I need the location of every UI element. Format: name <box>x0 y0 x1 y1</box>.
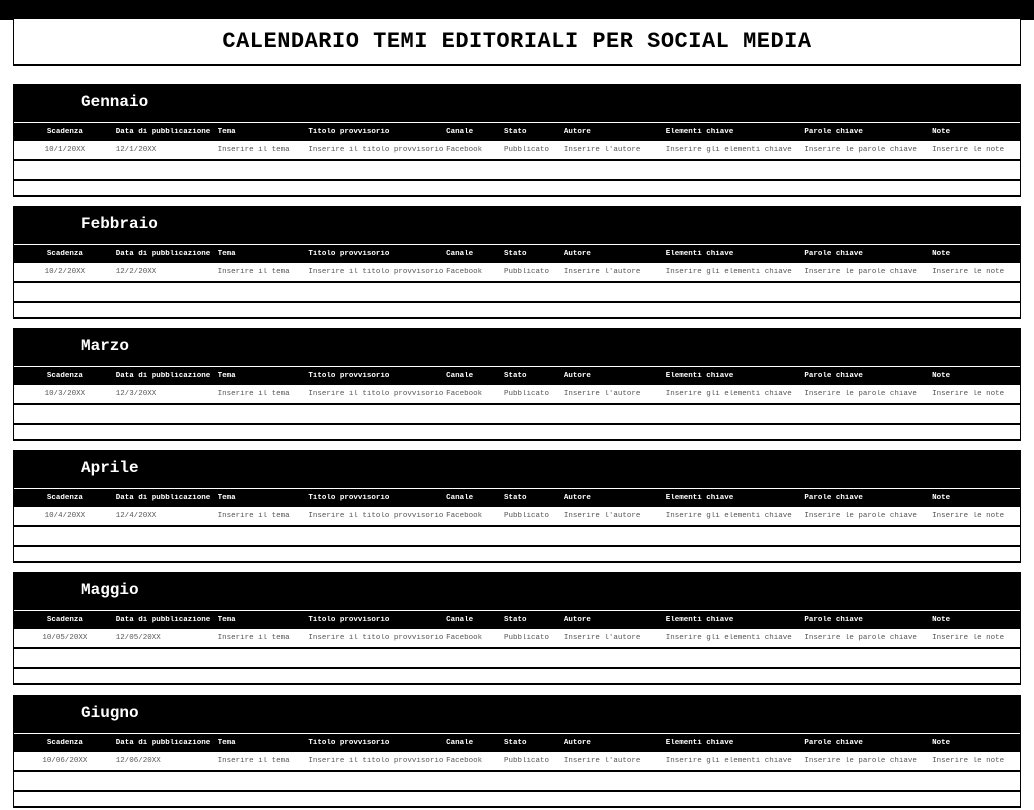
column-header-row <box>14 488 1020 507</box>
column-header[interactable]: Stato <box>504 494 527 502</box>
column-header[interactable]: Note <box>932 128 951 136</box>
column-header[interactable]: Tema <box>217 128 236 136</box>
column-header[interactable]: Data di pubblicazione <box>115 372 211 380</box>
table-cell[interactable]: Inserire gli elementi chiave <box>665 390 792 398</box>
table-cell[interactable]: Inserire le parole chiave <box>804 146 917 154</box>
column-header[interactable]: Data di pubblicazione <box>115 250 211 258</box>
table-cell[interactable]: Inserire l'autore <box>563 390 641 398</box>
table-row[interactable] <box>14 752 1020 772</box>
table-cell[interactable]: Inserire il titolo provvisorio <box>308 390 444 398</box>
month-header <box>14 207 1020 244</box>
table-cell[interactable]: 10/2/20XX <box>44 268 86 276</box>
table-cell[interactable]: Pubblicato <box>504 268 550 276</box>
table-cell[interactable]: 12/06/20XX <box>115 757 161 765</box>
column-header[interactable]: Canale <box>446 250 474 258</box>
column-header-row <box>14 610 1020 629</box>
column-header[interactable]: Data di pubblicazione <box>115 739 211 747</box>
month-section-1 <box>13 206 1021 319</box>
table-cell[interactable]: Inserire l'autore <box>563 268 641 276</box>
table-cell[interactable]: Inserire il tema <box>217 268 290 276</box>
column-header[interactable]: Note <box>932 739 951 747</box>
table-cell[interactable]: Pubblicato <box>504 757 550 765</box>
table-cell[interactable]: Inserire il tema <box>217 146 290 154</box>
column-header[interactable]: Titolo provvisorio <box>308 128 390 136</box>
table-row[interactable] <box>14 669 1020 687</box>
month-header <box>14 85 1020 122</box>
table-cell[interactable]: 12/3/20XX <box>115 390 157 398</box>
column-header[interactable]: Tema <box>217 739 236 747</box>
table-row[interactable] <box>14 425 1020 443</box>
table-cell[interactable]: Inserire il tema <box>217 512 290 520</box>
table-cell[interactable]: Inserire le note <box>932 390 1005 398</box>
column-header[interactable]: Elementi chiave <box>665 128 734 136</box>
table-row[interactable] <box>14 181 1020 199</box>
table-cell[interactable]: Pubblicato <box>504 390 550 398</box>
month-header <box>14 696 1020 733</box>
column-header[interactable]: Canale <box>446 128 474 136</box>
table-cell[interactable]: Inserire le parole chiave <box>804 390 917 398</box>
table-cell[interactable]: Facebook <box>446 512 483 520</box>
column-header[interactable]: Data di pubblicazione <box>115 616 211 624</box>
table-cell[interactable]: 12/2/20XX <box>115 268 157 276</box>
month-name[interactable]: Gennaio <box>81 93 149 111</box>
table-cell[interactable]: Inserire gli elementi chiave <box>665 146 792 154</box>
table-cell[interactable]: 12/05/20XX <box>115 634 161 642</box>
column-header-row <box>14 366 1020 385</box>
table-cell[interactable]: 10/4/20XX <box>44 512 86 520</box>
table-cell[interactable]: Inserire gli elementi chiave <box>665 757 792 765</box>
table-cell[interactable]: Inserire le note <box>932 634 1005 642</box>
table-cell[interactable]: Inserire il tema <box>217 390 290 398</box>
table-cell[interactable]: Inserire le parole chiave <box>804 268 917 276</box>
column-header[interactable]: Scadenza <box>46 739 83 747</box>
month-section-2 <box>13 328 1021 441</box>
column-header[interactable]: Data di pubblicazione <box>115 494 211 502</box>
page-title[interactable]: CALENDARIO TEMI EDITORIALI PER SOCIAL MEDIA <box>222 29 812 54</box>
column-header[interactable]: Parole chiave <box>804 494 863 502</box>
table-cell[interactable]: Inserire il titolo provvisorio <box>308 268 444 276</box>
month-name[interactable]: Aprile <box>81 459 139 477</box>
month-name[interactable]: Giugno <box>81 704 139 722</box>
column-header[interactable]: Autore <box>563 128 591 136</box>
table-cell[interactable]: Pubblicato <box>504 634 550 642</box>
table-cell[interactable]: 12/4/20XX <box>115 512 157 520</box>
column-header[interactable]: Stato <box>504 372 527 380</box>
month-header <box>14 451 1020 488</box>
table-cell[interactable]: Inserire le note <box>932 268 1005 276</box>
table-cell[interactable]: Pubblicato <box>504 146 550 154</box>
table-cell[interactable]: Inserire gli elementi chiave <box>665 268 792 276</box>
column-header[interactable]: Scadenza <box>46 250 83 258</box>
table-row[interactable] <box>14 263 1020 283</box>
table-cell[interactable]: Inserire l'autore <box>563 757 641 765</box>
table-cell[interactable]: Facebook <box>446 146 483 154</box>
table-cell[interactable]: Inserire le note <box>932 146 1005 154</box>
column-header[interactable]: Autore <box>563 739 591 747</box>
table-row[interactable] <box>14 772 1020 792</box>
column-header[interactable]: Autore <box>563 616 591 624</box>
column-header[interactable]: Note <box>932 494 951 502</box>
table-cell[interactable]: Inserire l'autore <box>563 512 641 520</box>
table-cell[interactable]: Inserire le note <box>932 757 1005 765</box>
column-header[interactable]: Elementi chiave <box>665 250 734 258</box>
table-cell[interactable]: Inserire il titolo provvisorio <box>308 634 444 642</box>
table-cell[interactable]: Facebook <box>446 757 483 765</box>
column-header[interactable]: Stato <box>504 739 527 747</box>
table-cell[interactable]: Inserire il titolo provvisorio <box>308 512 444 520</box>
column-header[interactable]: Note <box>932 616 951 624</box>
column-header[interactable]: Autore <box>563 372 591 380</box>
column-header[interactable]: Canale <box>446 739 474 747</box>
table-cell[interactable]: Facebook <box>446 268 483 276</box>
table-cell[interactable]: Inserire le note <box>932 512 1005 520</box>
top-bar <box>0 0 1034 20</box>
table-row[interactable] <box>14 405 1020 425</box>
column-header[interactable]: Scadenza <box>46 616 83 624</box>
table-cell[interactable]: 10/1/20XX <box>44 146 86 154</box>
column-header[interactable]: Parole chiave <box>804 128 863 136</box>
column-header-row <box>14 122 1020 141</box>
column-header[interactable]: Tema <box>217 616 236 624</box>
table-row[interactable] <box>14 629 1020 649</box>
month-name[interactable]: Maggio <box>81 581 139 599</box>
column-header[interactable]: Note <box>932 250 951 258</box>
table-cell[interactable]: Facebook <box>446 390 483 398</box>
column-header[interactable]: Parole chiave <box>804 739 863 747</box>
column-header[interactable]: Canale <box>446 494 474 502</box>
column-header[interactable]: Stato <box>504 128 527 136</box>
table-cell[interactable]: Inserire l'autore <box>563 634 641 642</box>
table-row[interactable] <box>14 527 1020 547</box>
table-row[interactable] <box>14 385 1020 405</box>
column-header[interactable]: Titolo provvisorio <box>308 739 390 747</box>
table-cell[interactable]: Facebook <box>446 634 483 642</box>
column-header[interactable]: Tema <box>217 372 236 380</box>
table-cell[interactable]: Inserire il titolo provvisorio <box>308 757 444 765</box>
month-section-4 <box>13 572 1021 685</box>
table-cell[interactable]: Pubblicato <box>504 512 550 520</box>
table-cell[interactable]: 10/3/20XX <box>44 390 86 398</box>
title-box <box>13 19 1021 65</box>
column-header[interactable]: Elementi chiave <box>665 372 734 380</box>
column-header[interactable]: Titolo provvisorio <box>308 616 390 624</box>
table-cell[interactable]: 12/1/20XX <box>115 146 157 154</box>
table-cell[interactable]: Inserire l'autore <box>563 146 641 154</box>
column-header[interactable]: Elementi chiave <box>665 739 734 747</box>
table-cell[interactable]: Inserire il titolo provvisorio <box>308 146 444 154</box>
column-header[interactable]: Parole chiave <box>804 616 863 624</box>
table-cell[interactable]: 10/05/20XX <box>42 634 88 642</box>
table-cell[interactable]: Inserire gli elementi chiave <box>665 512 792 520</box>
table-cell[interactable]: 10/06/20XX <box>42 757 88 765</box>
column-header[interactable]: Elementi chiave <box>665 616 734 624</box>
column-header-row <box>14 733 1020 752</box>
table-cell[interactable]: Inserire le parole chiave <box>804 512 917 520</box>
column-header[interactable]: Elementi chiave <box>665 494 734 502</box>
table-cell[interactable]: Inserire gli elementi chiave <box>665 634 792 642</box>
month-header <box>14 573 1020 610</box>
table-row[interactable] <box>14 283 1020 303</box>
column-header[interactable]: Tema <box>217 250 236 258</box>
month-section-5 <box>13 695 1021 808</box>
column-header[interactable]: Canale <box>446 372 474 380</box>
column-header-row <box>14 244 1020 263</box>
month-name[interactable]: Febbraio <box>81 215 158 233</box>
column-header[interactable]: Titolo provvisorio <box>308 372 390 380</box>
table-row[interactable] <box>14 547 1020 565</box>
column-header[interactable]: Scadenza <box>46 128 83 136</box>
column-header[interactable]: Data di pubblicazione <box>115 128 211 136</box>
table-cell[interactable]: Inserire il tema <box>217 634 290 642</box>
table-cell[interactable]: Inserire il tema <box>217 757 290 765</box>
month-section-0 <box>13 84 1021 197</box>
table-row[interactable] <box>14 141 1020 161</box>
column-header[interactable]: Parole chiave <box>804 372 863 380</box>
column-header[interactable]: Note <box>932 372 951 380</box>
column-header[interactable]: Titolo provvisorio <box>308 494 390 502</box>
month-section-3 <box>13 450 1021 563</box>
column-header[interactable]: Stato <box>504 250 527 258</box>
column-header[interactable]: Parole chiave <box>804 250 863 258</box>
column-header[interactable]: Scadenza <box>46 372 83 380</box>
table-row[interactable] <box>14 303 1020 321</box>
table-cell[interactable]: Inserire le parole chiave <box>804 757 917 765</box>
table-row[interactable] <box>14 792 1020 810</box>
month-header <box>14 329 1020 366</box>
table-row[interactable] <box>14 507 1020 527</box>
month-name[interactable]: Marzo <box>81 337 130 355</box>
column-header[interactable]: Autore <box>563 250 591 258</box>
column-header[interactable]: Scadenza <box>46 494 83 502</box>
column-header[interactable]: Canale <box>446 616 474 624</box>
table-row[interactable] <box>14 161 1020 181</box>
column-header[interactable]: Tema <box>217 494 236 502</box>
table-row[interactable] <box>14 649 1020 669</box>
table-cell[interactable]: Inserire le parole chiave <box>804 634 917 642</box>
column-header[interactable]: Autore <box>563 494 591 502</box>
column-header[interactable]: Titolo provvisorio <box>308 250 390 258</box>
column-header[interactable]: Stato <box>504 616 527 624</box>
